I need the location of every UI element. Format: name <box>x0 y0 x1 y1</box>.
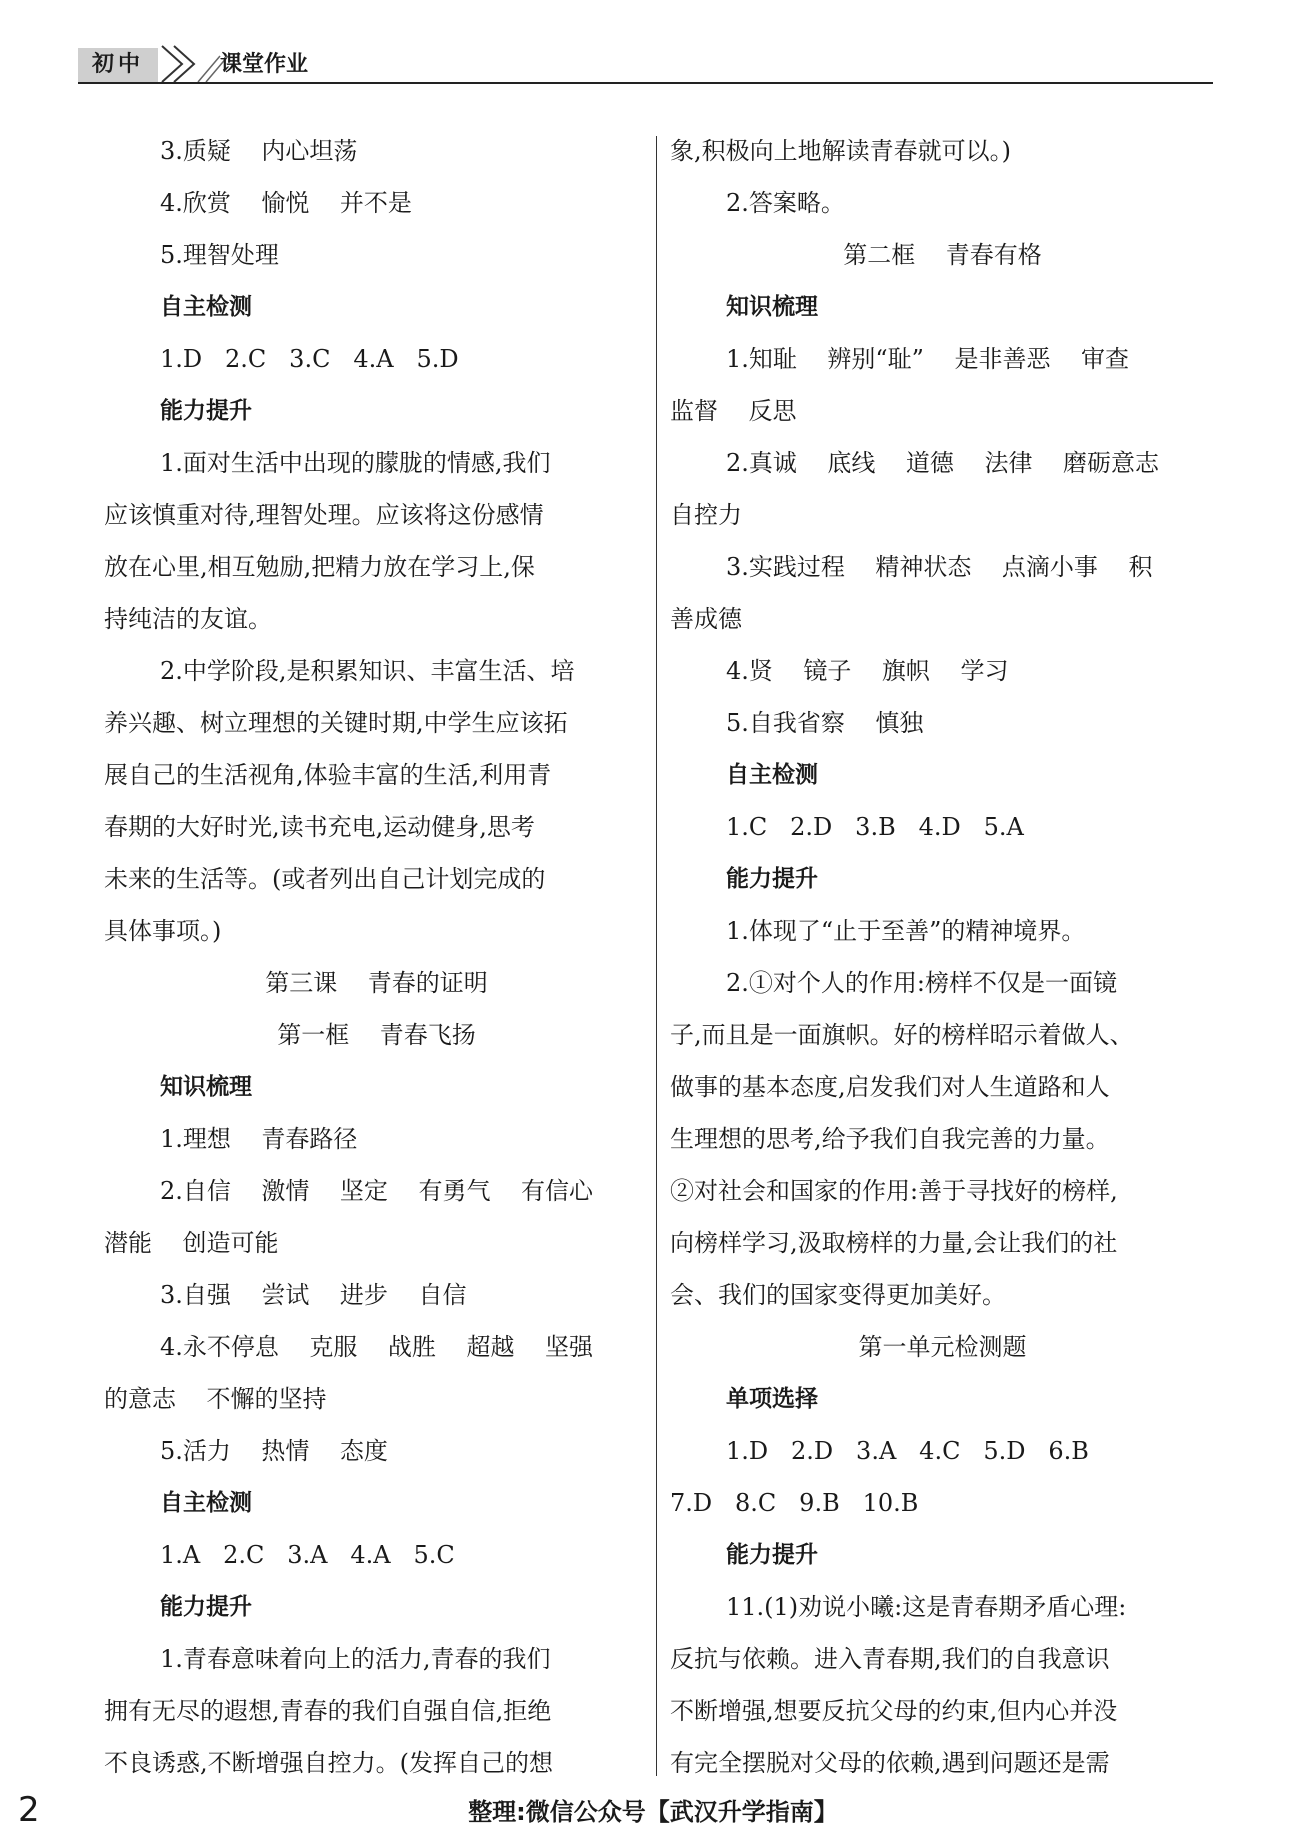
section-heading: 自主检测 <box>160 1490 252 1516</box>
text-line: ②对社会和国家的作用:善于寻找好的榜样, <box>670 1177 1118 1205</box>
text-line: 2.中学阶段,是积累知识、丰富生活、培 <box>160 657 575 685</box>
text-line: 不断增强,想要反抗父母的约束,但内心并没 <box>670 1697 1118 1725</box>
section-title: 第一框 青春飞扬 <box>277 1021 476 1049</box>
text-line: 子,而且是一面旗帜。好的榜样昭示着做人、 <box>670 1021 1134 1049</box>
text-line: 2.真诚 底线 道德 法律 磨砺意志 <box>726 449 1159 477</box>
text-line: 1.D 2.D 3.A 4.C 5.D 6.B <box>726 1437 1089 1465</box>
text-line: 反抗与依赖。进入青春期,我们的自我意识 <box>670 1645 1110 1673</box>
text-line: 潜能 创造可能 <box>104 1229 279 1257</box>
text-line: 2.自信 激情 坚定 有勇气 有信心 <box>160 1177 593 1205</box>
text-line: 未来的生活等。(或者列出自己计划完成的 <box>104 865 546 893</box>
section-heading: 自主检测 <box>160 294 252 320</box>
text-line: 1.知耻 辨别“耻” 是非善恶 审查 <box>726 345 1129 373</box>
text-line: 4.永不停息 克服 战胜 超越 坚强 <box>160 1333 593 1361</box>
text-line: 展自己的生活视角,体验丰富的生活,利用青 <box>104 761 552 789</box>
page-header <box>78 44 1213 86</box>
text-line: 生理想的思考,给予我们自我完善的力量。 <box>670 1125 1110 1153</box>
section-heading: 能力提升 <box>160 398 252 424</box>
text-line: 向榜样学习,汲取榜样的力量,会让我们的社 <box>670 1229 1118 1257</box>
text-line: 持纯洁的友谊。 <box>104 605 272 633</box>
section-heading: 知识梳理 <box>726 294 818 320</box>
text-line: 4.欣赏 愉悦 并不是 <box>160 189 412 217</box>
section-heading: 单项选择 <box>726 1386 818 1412</box>
section-heading: 能力提升 <box>726 1542 818 1568</box>
right-column <box>670 125 1215 1789</box>
column-divider <box>656 136 657 1776</box>
header-rule <box>78 82 1213 84</box>
section-heading: 知识梳理 <box>160 1074 252 1100</box>
text-line: 2.答案略。 <box>726 189 845 217</box>
section-title: 第二框 青春有格 <box>843 241 1042 269</box>
text-line: 1.C 2.D 3.B 4.D 5.A <box>726 813 1024 841</box>
text-line: 不良诱惑,不断增强自控力。(发挥自己的想 <box>104 1749 553 1777</box>
text-line: 3.自强 尝试 进步 自信 <box>160 1281 467 1309</box>
text-line: 5.活力 热情 态度 <box>160 1437 388 1465</box>
text-line: 自控力 <box>670 501 742 529</box>
section-title: 第三课 青春的证明 <box>265 969 488 997</box>
text-line: 5.自我省察 慎独 <box>726 709 924 737</box>
text-line: 的意志 不懈的坚持 <box>104 1385 327 1413</box>
section-heading: 能力提升 <box>726 866 818 892</box>
text-line: 善成德 <box>670 605 742 633</box>
text-line: 象,积极向上地解读青春就可以。) <box>670 137 1011 165</box>
text-line: 3.质疑 内心坦荡 <box>160 137 358 165</box>
text-line: 1.青春意味着向上的活力,青春的我们 <box>160 1645 551 1673</box>
text-line: 1.体现了“止于至善”的精神境界。 <box>726 917 1086 945</box>
text-line: 做事的基本态度,启发我们对人生道路和人 <box>670 1073 1110 1101</box>
text-line: 有完全摆脱对父母的依赖,遇到问题还是需 <box>670 1749 1110 1777</box>
text-line: 7.D 8.C 9.B 10.B <box>670 1489 919 1517</box>
section-heading: 能力提升 <box>160 1594 252 1620</box>
footer-note: 整理:微信公众号【武汉升学指南】 <box>468 1798 838 1826</box>
text-line: 11.(1)劝说小曦:这是青春期矛盾心理: <box>726 1593 1127 1621</box>
text-line: 应该慎重对待,理智处理。应该将这份感情 <box>104 501 544 529</box>
text-line: 养兴趣、树立理想的关键时期,中学生应该拓 <box>104 709 568 737</box>
text-line: 5.理智处理 <box>160 241 279 269</box>
text-line: 1.理想 青春路径 <box>160 1125 358 1153</box>
left-column <box>104 125 649 1789</box>
text-line: 1.A 2.C 3.A 4.A 5.C <box>160 1541 455 1569</box>
text-line: 会、我们的国家变得更加美好。 <box>670 1281 1006 1309</box>
header-level-label: 初中 <box>78 48 158 82</box>
section-title: 第一单元检测题 <box>858 1333 1027 1361</box>
text-line: 1.D 2.C 3.C 4.A 5.D <box>160 345 459 373</box>
text-line: 拥有无尽的遐想,青春的我们自强自信,拒绝 <box>104 1697 552 1725</box>
text-line: 监督 反思 <box>670 397 797 425</box>
text-line: 具体事项。) <box>104 917 222 945</box>
text-line: 3.实践过程 精神状态 点滴小事 积 <box>726 553 1153 581</box>
text-line: 2.①对个人的作用:榜样不仅是一面镜 <box>726 969 1117 997</box>
text-line: 1.面对生活中出现的朦胧的情感,我们 <box>160 449 551 477</box>
text-line: 春期的大好时光,读书充电,运动健身,思考 <box>104 813 535 841</box>
section-heading: 自主检测 <box>726 762 818 788</box>
page-number: 2 <box>18 1790 40 1830</box>
header-title: 课堂作业 <box>220 52 309 77</box>
text-line: 4.贤 镜子 旗帜 学习 <box>726 657 1009 685</box>
text-line: 放在心里,相互勉励,把精力放在学习上,保 <box>104 553 535 581</box>
